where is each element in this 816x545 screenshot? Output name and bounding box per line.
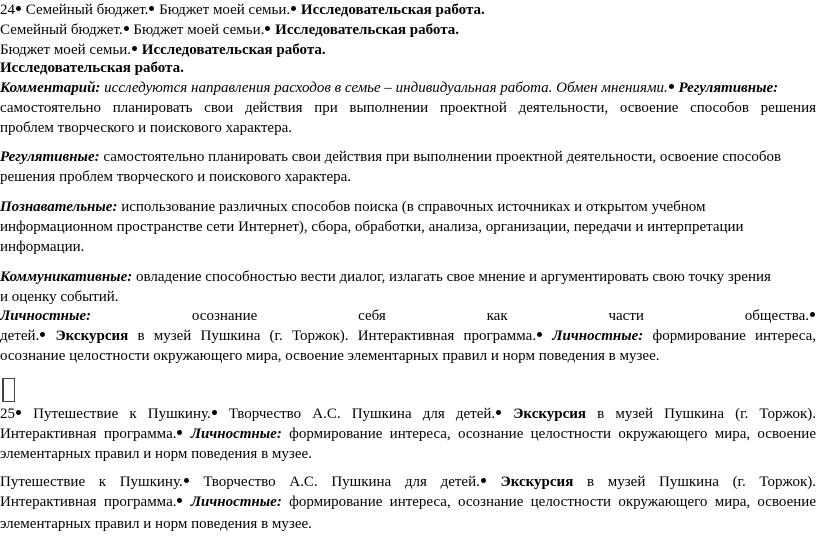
text-line-l12 (0, 237, 816, 257)
text-segment: информационном пространстве сети Интернет), сбора, обработки, анализа, организации, передачи и интерпретации (0, 219, 744, 235)
text-line-l5 (0, 78, 816, 98)
text-segment: овладение способностью вести диалог, излагать свое мнение и аргументировать свою точку зрения (132, 269, 771, 285)
text-segment: осознание себя как части общества. (91, 308, 809, 324)
text-segment: 24 (0, 2, 15, 18)
text-line-l14 (0, 287, 816, 307)
text-segment: Личностные: (183, 426, 282, 442)
text-segment: формирование интереса, осознание целостности окружающего мира, освоение (281, 426, 816, 442)
bullet-icon (537, 332, 542, 337)
text-segment: Регулятивные: (674, 80, 779, 96)
text-line-l17 (0, 346, 816, 366)
text-line-l8 (0, 147, 816, 167)
text-line-l2 (0, 20, 816, 40)
text-segment: Регулятивные: (0, 149, 100, 165)
text-line-l19 (0, 424, 816, 444)
text-line-l1 (0, 0, 816, 20)
text-line-l18 (0, 404, 816, 424)
empty-checkbox-frame (2, 378, 15, 402)
text-segment: элементарных правил и норм поведения в музее. (0, 446, 312, 462)
bullet-icon (132, 46, 137, 51)
text-segment: элементарных правил и норм поведения в музее. (0, 516, 312, 532)
text-line-l21 (0, 472, 816, 492)
text-segment: решения проблем творческого и поискового характера. (0, 169, 352, 185)
text-segment: Путешествие к Пушкину. (22, 406, 211, 422)
text-segment: осознание целостности окружающего мира, освоение элементарных правил и норм поведения в музее. (0, 348, 660, 364)
text-line-l23 (0, 514, 816, 534)
bullet-icon (149, 6, 154, 11)
text-segment: Исследовательская работа. (271, 22, 460, 38)
text-segment: Комментарий: (0, 80, 101, 96)
text-segment: Творчество А.С. Пушкина для детей. (217, 406, 496, 422)
text-segment: самостоятельно планировать свои действия при выполнении проектной деятельности, освоение способов (99, 149, 782, 165)
text-segment: Исследовательская работа. (138, 42, 326, 58)
text-line-l9 (0, 167, 816, 187)
text-segment: формирование интереса, (643, 328, 816, 344)
bullet-icon (810, 312, 815, 317)
text-segment: и оценку событий. (0, 289, 119, 305)
bullet-icon (291, 6, 296, 11)
text-segment: Личностные: (0, 308, 92, 324)
text-line-l20 (0, 444, 816, 464)
bullet-icon (496, 410, 501, 415)
text-segment: в музей Пушкина (г. Торжок). Интерактивная программа. (128, 328, 537, 344)
text-line-l22 (0, 492, 816, 512)
text-line-l11 (0, 217, 816, 237)
text-line-l15 (0, 306, 816, 326)
text-segment: Экскурсия (46, 328, 129, 344)
text-segment: Семейный бюджет. (22, 2, 149, 18)
bullet-icon (265, 26, 270, 31)
text-segment: Исследовательская работа. (0, 60, 184, 76)
bullet-icon (16, 410, 21, 415)
text-line-l13 (0, 267, 816, 287)
bullet-icon (481, 478, 486, 483)
bullet-icon (40, 332, 45, 337)
text-segment: самостоятельно планировать свои действия при выполнении проектной деятельности, освоение способов решения (0, 100, 816, 116)
text-segment: Бюджет моей семьи. (129, 22, 265, 38)
text-segment: Творчество А.С. Пушкина для детей. (189, 474, 480, 490)
bullet-icon (669, 84, 674, 89)
text-segment: Личностные: (543, 328, 644, 344)
text-line-l4 (0, 58, 816, 78)
text-segment: Коммуникативные: (0, 269, 133, 285)
text-line-l6 (0, 98, 816, 118)
text-segment: Экскурсия (486, 474, 574, 490)
bullet-icon (16, 6, 21, 11)
text-segment: детей. (0, 328, 40, 344)
text-segment: Экскурсия (502, 406, 587, 422)
text-segment: проблем творческого и поискового характера. (0, 120, 292, 136)
text-segment: информации. (0, 239, 85, 255)
text-segment: исследуются направления расходов в семье – индивидуальная работа. Обмен мнениями. (100, 80, 668, 96)
text-segment: Интерактивная программа. (0, 426, 177, 442)
text-segment: в музей Пушкина (г. Торжок). (573, 474, 816, 490)
bullet-icon (184, 478, 189, 483)
bullet-icon (124, 26, 129, 31)
text-line-l16 (0, 326, 816, 346)
text-segment: Семейный бюджет. (0, 22, 123, 38)
text-segment: 25 (0, 406, 15, 422)
text-segment: Исследовательская работа. (297, 2, 485, 18)
bullet-icon (212, 410, 217, 415)
text-segment: формирование интереса, осознание целостности окружающего мира, освоение (281, 494, 816, 510)
text-segment: Путешествие к Пушкину. (0, 474, 183, 490)
text-segment: в музей Пушкина (г. Торжок). (586, 406, 816, 422)
text-line-l10 (0, 197, 816, 217)
text-segment: Бюджет моей семьи. (0, 42, 132, 58)
bullet-icon (177, 430, 182, 435)
text-segment: Личностные: (183, 494, 282, 510)
text-segment: использование различных способов поиска (в справочных источниках и открытом учебном (117, 199, 706, 215)
bullet-icon (177, 498, 182, 503)
text-segment: Интерактивная программа. (0, 494, 177, 510)
text-segment: Бюджет моей семьи. (155, 2, 291, 18)
text-line-l7 (0, 118, 816, 138)
text-line-l3 (0, 40, 816, 60)
text-segment: Познавательные: (0, 199, 118, 215)
